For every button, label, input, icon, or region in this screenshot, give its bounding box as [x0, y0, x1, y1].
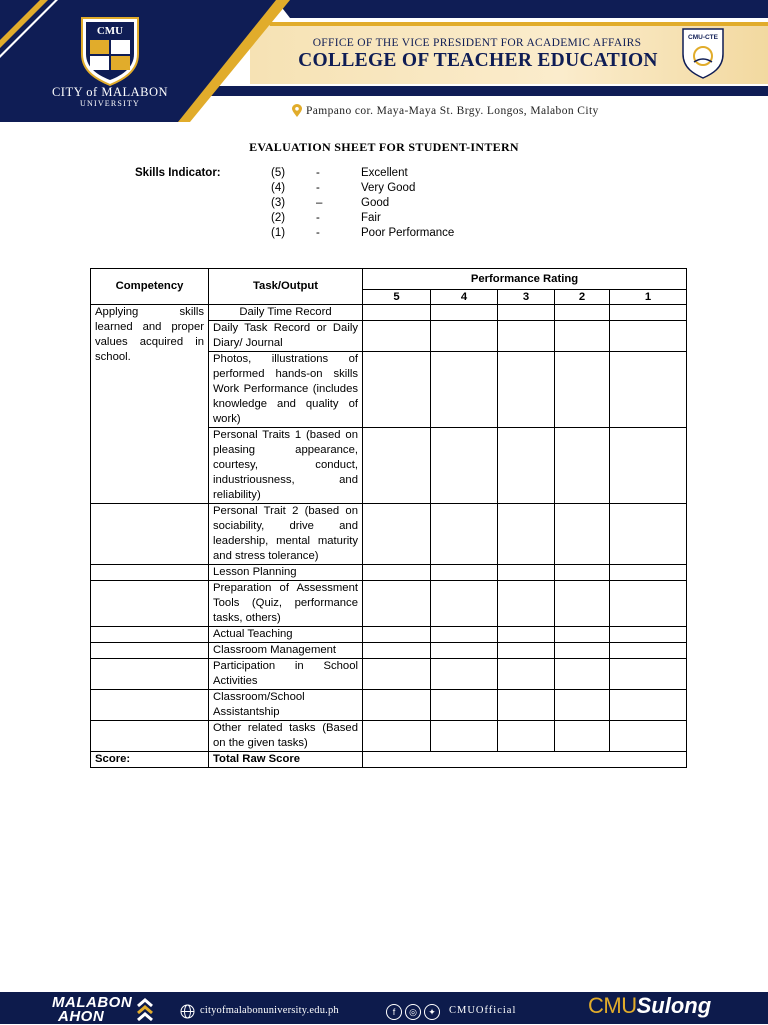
table-row	[91, 721, 687, 752]
legend-num: (4)	[271, 182, 286, 194]
rating-cell[interactable]	[555, 504, 610, 565]
college-name: COLLEGE OF TEACHER EDUCATION	[298, 50, 658, 71]
rating-cell[interactable]	[555, 428, 610, 504]
rating-cell[interactable]	[610, 352, 687, 428]
rating-cell[interactable]	[431, 352, 498, 428]
rating-cell[interactable]	[431, 565, 498, 581]
rating-cell[interactable]	[431, 721, 498, 752]
rating-5: 5	[363, 290, 431, 305]
cte-badge-text: CMU-CTE	[688, 34, 718, 41]
rating-cell[interactable]	[610, 581, 687, 627]
header-competency: Competency	[91, 269, 209, 305]
rating-cell[interactable]	[555, 352, 610, 428]
rating-cell[interactable]	[498, 643, 555, 659]
malabon-ahon-logo	[52, 996, 132, 1024]
rating-cell[interactable]	[610, 627, 687, 643]
rating-cell[interactable]	[555, 690, 610, 721]
brand-sulong: Sulong	[636, 993, 712, 1018]
score-label: Score:	[91, 752, 209, 768]
rating-cell[interactable]	[610, 643, 687, 659]
total-score-cell[interactable]	[363, 752, 687, 768]
empty-competency-cell	[91, 721, 209, 752]
legend-dash: –	[316, 197, 323, 209]
rating-cell[interactable]	[431, 428, 498, 504]
empty-competency-cell	[91, 627, 209, 643]
rating-cell[interactable]	[363, 352, 431, 428]
empty-competency-cell	[91, 581, 209, 627]
rating-cell[interactable]	[555, 581, 610, 627]
task-cell: Actual Teaching	[209, 627, 363, 643]
table-row	[91, 643, 687, 659]
rating-2: 2	[555, 290, 610, 305]
table-row	[91, 565, 687, 581]
task-cell: Lesson Planning	[209, 565, 363, 581]
letterhead	[0, 0, 768, 122]
rating-cell[interactable]	[431, 627, 498, 643]
task-cell: Personal Trait 2 (based on sociability, drive and leadership, mental maturity and stress tolerance)	[209, 504, 363, 565]
chevron-up-icon	[136, 996, 154, 1024]
cte-logo	[680, 26, 726, 80]
rating-cell[interactable]	[610, 659, 687, 690]
twitter-icon[interactable]: ✦	[424, 1004, 440, 1020]
rating-cell[interactable]	[431, 659, 498, 690]
legend-num: (1)	[271, 227, 286, 239]
rating-cell[interactable]	[498, 428, 555, 504]
footer-left-line1: MALABON	[52, 994, 133, 1011]
rating-cell[interactable]	[555, 321, 610, 352]
rating-cell[interactable]	[555, 659, 610, 690]
evaluation-table	[90, 268, 687, 768]
university-crest-logo	[78, 14, 142, 86]
rating-cell[interactable]	[610, 321, 687, 352]
rating-cell[interactable]	[363, 428, 431, 504]
empty-competency-cell	[91, 643, 209, 659]
task-cell: Participation in School Activities	[209, 659, 363, 690]
rating-cell[interactable]	[431, 690, 498, 721]
task-cell: Classroom/School Assistantship	[209, 690, 363, 721]
rating-cell[interactable]	[498, 627, 555, 643]
rating-cell[interactable]	[431, 504, 498, 565]
rating-1: 1	[610, 290, 687, 305]
address: Pampano cor. Maya-Maya St. Brgy. Longos, Malabon City	[306, 105, 599, 117]
legend-dash: -	[316, 167, 320, 179]
rating-cell[interactable]	[610, 690, 687, 721]
legend-num: (3)	[271, 197, 286, 209]
rating-cell[interactable]	[498, 305, 555, 321]
rating-cell[interactable]	[363, 659, 431, 690]
legend-dash: -	[316, 182, 320, 194]
footer-left-line2: AHON	[58, 1008, 105, 1025]
table-row	[91, 504, 687, 565]
task-cell: Personal Traits 1 (based on pleasing appearance, courtesy, conduct, industriousness, and reliability)	[209, 428, 363, 504]
rating-cell[interactable]	[610, 305, 687, 321]
rating-cell[interactable]	[363, 627, 431, 643]
rating-3: 3	[498, 290, 555, 305]
crest-text: CMU	[96, 25, 124, 37]
rating-cell[interactable]	[555, 305, 610, 321]
location-pin-icon	[291, 104, 303, 118]
task-cell: Classroom Management	[209, 643, 363, 659]
rating-cell[interactable]	[610, 721, 687, 752]
task-cell: Daily Time Record	[209, 305, 363, 321]
task-cell: Preparation of Assessment Tools (Quiz, performance tasks, others)	[209, 581, 363, 627]
rating-cell[interactable]	[363, 504, 431, 565]
empty-competency-cell	[91, 659, 209, 690]
rating-cell[interactable]	[610, 565, 687, 581]
rating-cell[interactable]	[555, 565, 610, 581]
table-row	[91, 659, 687, 690]
score-row	[91, 752, 687, 768]
rating-cell[interactable]	[363, 643, 431, 659]
rating-4: 4	[431, 290, 498, 305]
rating-cell[interactable]	[498, 659, 555, 690]
empty-competency-cell	[91, 690, 209, 721]
university-name-sub: UNIVERSITY	[80, 99, 140, 108]
brand-cmu: CMU	[588, 993, 637, 1018]
table-row	[91, 305, 687, 321]
legend-num: (2)	[271, 212, 286, 224]
cmu-sulong-logo	[588, 993, 711, 1019]
document-title: EVALUATION SHEET FOR STUDENT-INTERN	[249, 140, 519, 154]
rating-cell[interactable]	[498, 690, 555, 721]
legend-desc: Poor Performance	[361, 227, 455, 239]
rating-cell[interactable]	[498, 352, 555, 428]
total-raw-score-label: Total Raw Score	[209, 752, 363, 768]
social-handle: CMUOfficial	[449, 1005, 517, 1016]
website-link[interactable]: cityofmalabonuniversity.edu.ph	[200, 1005, 339, 1016]
university-name	[40, 86, 180, 110]
rating-cell[interactable]	[363, 565, 431, 581]
task-cell: Other related tasks (Based on the given tasks)	[209, 721, 363, 752]
table-header-row	[91, 269, 687, 290]
task-cell: Photos, illustrations of performed hands-on skills Work Performance (includes knowledge and quality of work)	[209, 352, 363, 428]
rating-cell[interactable]	[498, 504, 555, 565]
rating-cell[interactable]	[363, 321, 431, 352]
rating-cell[interactable]	[555, 643, 610, 659]
university-name-main: CITY of MALABON	[51, 85, 169, 99]
rating-cell[interactable]	[498, 565, 555, 581]
rating-cell[interactable]	[363, 581, 431, 627]
rating-cell[interactable]	[363, 690, 431, 721]
globe-icon	[180, 1004, 195, 1019]
rating-cell[interactable]	[498, 321, 555, 352]
rating-cell[interactable]	[498, 581, 555, 627]
rating-cell[interactable]	[610, 504, 687, 565]
rating-cell[interactable]	[610, 428, 687, 504]
legend-num: (5)	[271, 167, 286, 179]
task-cell: Daily Task Record or Daily Diary/ Journal	[209, 321, 363, 352]
legend-label: Skills Indicator:	[135, 167, 221, 179]
rating-cell[interactable]	[431, 581, 498, 627]
rating-cell[interactable]	[431, 643, 498, 659]
legend-desc: Very Good	[361, 182, 416, 194]
competency-cell: Applying skills learned and proper values acquired in school.	[91, 305, 209, 504]
instagram-icon[interactable]: ◎	[405, 1004, 421, 1020]
legend-dash: -	[316, 227, 320, 239]
table-row	[91, 581, 687, 627]
rating-cell[interactable]	[555, 721, 610, 752]
rating-cell[interactable]	[431, 321, 498, 352]
legend-desc: Fair	[361, 212, 381, 224]
rating-cell[interactable]	[363, 721, 431, 752]
table-row	[91, 627, 687, 643]
rating-cell[interactable]	[431, 305, 498, 321]
rating-cell[interactable]	[363, 305, 431, 321]
legend-desc: Excellent	[361, 167, 408, 179]
facebook-icon[interactable]: f	[386, 1004, 402, 1020]
empty-competency-cell	[91, 504, 209, 565]
rating-cell[interactable]	[498, 721, 555, 752]
header-performance-rating: Performance Rating	[363, 269, 687, 290]
legend-desc: Good	[361, 197, 390, 209]
legend-dash: -	[316, 212, 320, 224]
empty-competency-cell	[91, 565, 209, 581]
office-name: OFFICE OF THE VICE PRESIDENT FOR ACADEMIC AFFAIRS	[312, 37, 642, 49]
header-task: Task/Output	[209, 269, 363, 305]
table-row	[91, 690, 687, 721]
rating-cell[interactable]	[555, 627, 610, 643]
